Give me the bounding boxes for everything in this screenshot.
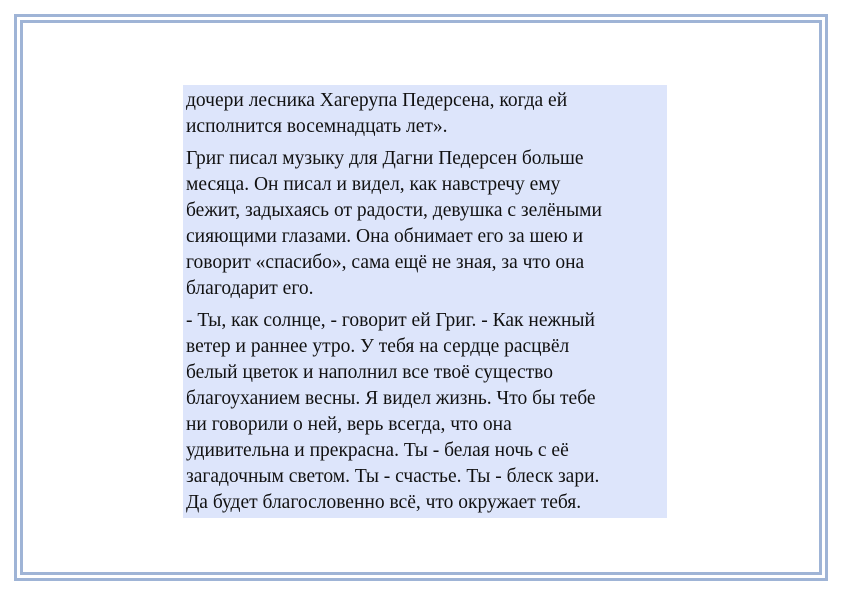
- text-line: бежит, задыхаясь от радости, девушка с зелёными: [186, 200, 602, 221]
- paragraph-1: [186, 88, 664, 140]
- text-block: [183, 85, 667, 518]
- text-line: сияющими глазами. Она обнимает его за шею и: [186, 226, 584, 247]
- text-line: дочери лесника Хагерупа Педерсена, когда ей: [186, 90, 568, 111]
- paragraph-3: [186, 308, 664, 516]
- text-line: ветер и раннее утро. У тебя на сердце расцвёл: [186, 336, 570, 357]
- text-line: благоуханием весны. Я видел жизнь. Что бы тебе: [186, 388, 596, 409]
- text-line: Да будет благословенно всё, что окружает тебя.: [186, 492, 582, 513]
- text-line: Григ писал музыку для Дагни Педерсен больше: [186, 148, 584, 169]
- text-line: исполнится восемнадцать лет».: [186, 116, 448, 137]
- paragraph-2: [186, 146, 664, 302]
- text-line: удивительна и прекрасна. Ты - белая ночь с её: [186, 440, 569, 461]
- text-line: - Ты, как солнце, - говорит ей Григ. - Как нежный: [186, 310, 595, 331]
- text-line: говорит «спасибо», сама ещё не зная, за что она: [186, 252, 585, 273]
- text-line: месяца. Он писал и видел, как навстречу ему: [186, 174, 561, 195]
- text-line: загадочным светом. Ты - счастье. Ты - блеск зари.: [186, 466, 600, 487]
- text-line: благодарит его.: [186, 278, 314, 299]
- text-line: белый цветок и наполнил все твоё существо: [186, 362, 553, 383]
- text-line: ни говорили о ней, верь всегда, что она: [186, 414, 512, 435]
